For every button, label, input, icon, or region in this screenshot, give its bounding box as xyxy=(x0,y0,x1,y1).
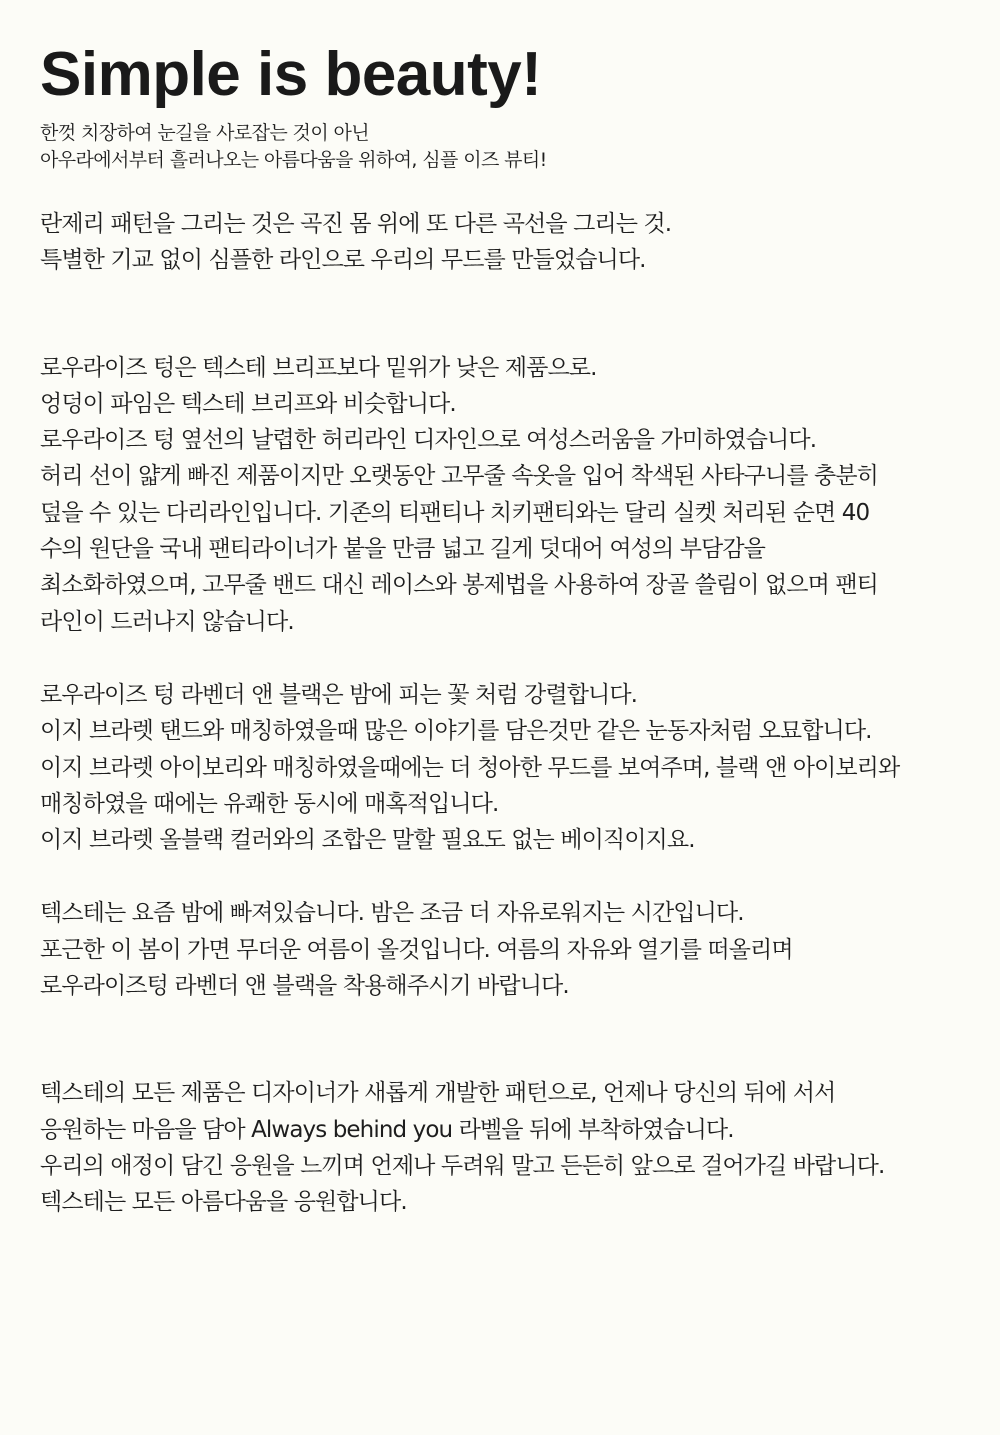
paragraph-line: 덮을 수 있는 다리라인입니다. 기존의 티팬티나 치키팬티와는 달리 실켓 처리된 순면 40 xyxy=(40,499,870,526)
paragraph-line: 엉덩이 파임은 텍스테 브리프와 비슷합니다. xyxy=(40,390,456,417)
paragraph-line: 매칭하였을 때에는 유쾌한 동시에 매혹적입니다. xyxy=(40,790,499,817)
paragraph-line: 최소화하였으며, 고무줄 밴드 대신 레이스와 봉제법을 사용하여 장골 쓸림이 없으며 팬티 xyxy=(40,572,878,599)
paragraph-line: 포근한 이 봄이 가면 무더운 여름이 올것입니다. 여름의 자유와 열기를 떠올리며 xyxy=(40,936,793,963)
paragraph-line: 로우라이즈 텅 옆선의 날렵한 허리라인 디자인으로 여성스러움을 가미하였습니다. xyxy=(40,427,817,454)
paragraph-line: 응원하는 마음을 담아 Always behind you 라벨을 뒤에 부착하였습니다. xyxy=(40,1116,734,1143)
paragraph-color-matching xyxy=(40,677,970,858)
paragraph-line: 로우라이즈 텅은 텍스테 브리프보다 밑위가 낮은 제품으로. xyxy=(40,354,597,381)
subtitle xyxy=(40,120,970,174)
paragraph-line: 로우라이즈텅 라벤더 앤 블랙을 착용해주시기 바랍니다. xyxy=(40,973,569,1000)
paragraph-line: 허리 선이 얇게 빠진 제품이지만 오랫동안 고무줄 속옷을 입어 착색된 사타구니를 충분히 xyxy=(40,463,878,490)
paragraph-line: 우리의 애정이 담긴 응원을 느끼며 언제나 두려워 말고 든든히 앞으로 걸어가길 바랍니다. xyxy=(40,1152,885,1179)
paragraph-line: 수의 원단을 국내 팬티라이너가 붙을 만큼 넓고 길게 덧대어 여성의 부담감을 xyxy=(40,536,765,563)
paragraph-line: 텍스테의 모든 제품은 디자이너가 새롭게 개발한 패턴으로, 언제나 당신의 뒤에 서서 xyxy=(40,1080,836,1107)
paragraph-line: 란제리 패턴을 그리는 것은 곡진 몸 위에 또 다른 곡선을 그리는 것. xyxy=(40,211,672,237)
paragraph-line: 이지 브라렛 올블랙 컬러와의 조합은 말할 필요도 없는 베이직이지요. xyxy=(40,827,695,854)
paragraph-product-description xyxy=(40,350,970,640)
paragraph-line: 이지 브라렛 탠드와 매칭하였을때 많은 이야기를 담은것만 같은 눈동자처럼 오묘합니다. xyxy=(40,718,872,745)
paragraph-intro xyxy=(40,206,970,279)
subtitle-line: 한껏 치장하여 눈길을 사로잡는 것이 아닌 xyxy=(40,122,370,144)
paragraph-line: 라인이 드러나지 않습니다. xyxy=(40,608,294,635)
page-title: Simple is beauty! xyxy=(40,40,542,109)
paragraph-line: 텍스테는 모든 아름다움을 응원합니다. xyxy=(40,1189,407,1216)
paragraph-season xyxy=(40,895,970,1004)
paragraph-line: 텍스테는 요즘 밤에 빠져있습니다. 밤은 조금 더 자유로워지는 시간입니다. xyxy=(40,900,744,927)
subtitle-line: 아우라에서부터 흘러나오는 아름다움을 위하여, 심플 이즈 뷰티! xyxy=(40,149,547,171)
paragraph-line: 특별한 기교 없이 심플한 라인으로 우리의 무드를 만들었습니다. xyxy=(40,247,646,274)
paragraph-line: 이지 브라렛 아이보리와 매칭하였을때에는 더 청아한 무드를 보여주며, 블랙 앤 아이보리와 xyxy=(40,754,900,781)
paragraph-brand-message xyxy=(40,1075,970,1220)
document-page xyxy=(40,40,970,1221)
paragraph-line: 로우라이즈 텅 라벤더 앤 블랙은 밤에 피는 꽃 처럼 강렬합니다. xyxy=(40,681,638,708)
